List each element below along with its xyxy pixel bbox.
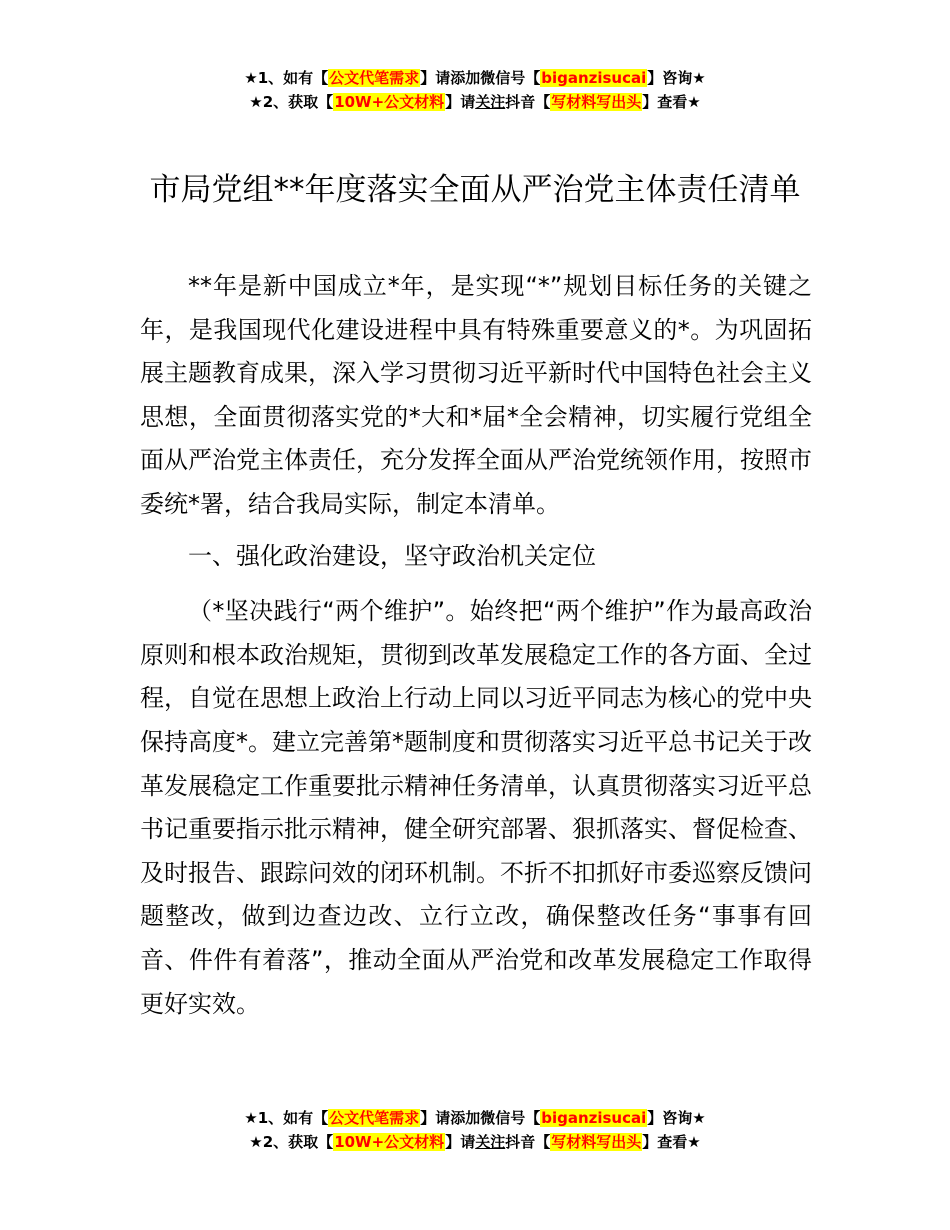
promo-line-2-mid2: 抖音【 [505, 93, 551, 111]
promo-line-2-prefix: ★2、获取【 [249, 1133, 334, 1151]
promo-line-2-prefix: ★2、获取【 [249, 93, 334, 111]
promo-materials-highlight: 10W+公文材料 [334, 93, 445, 111]
promo-line-2-mid: 】请 [445, 93, 476, 111]
section-heading-1: 一、强化政治建设，坚守政治机关定位 [188, 541, 596, 570]
promo-line-1-mid: 】请添加微信号【 [420, 1109, 541, 1127]
promo-line-1-mid: 】请添加微信号【 [420, 69, 541, 87]
promo-wechat-id: biganzisucai [541, 69, 647, 87]
promo-line-2 [0, 90, 950, 114]
promo-line-2-suffix: 】查看★ [642, 1133, 701, 1151]
document-title: 市局党组**年度落实全面从严治党主体责任清单 [149, 172, 801, 208]
promo-douyin-account: 写材料写出头 [551, 93, 642, 111]
promo-line-1-suffix: 】咨询★ [647, 1109, 706, 1127]
promo-line-2-mid2: 抖音【 [505, 1133, 551, 1151]
section-1-paragraph-1: （*坚决践行“两个维护”。始终把“两个维护”作为最高政治原则和根本政治规矩，贯彻到改革发展稳定工作的各方面、全过程，自觉在思想上政治上行动上同以习近平同志为核心的党中央保持高度*。建立完善第*题制度和贯彻落实习近平总书记关于改革发展稳定工作重要批示精神任务清单，认真贯彻落实习近平总书记重要指示批示精神，健全研究部署、狠抓落实、督促检查、及时报告、跟踪问效的闭环机制。不折不扣抓好市委巡察反馈问题整改，做到边查边改、立行立改，确保整改任务“事事有回音、件件有着落”，推动全面从严治党和改革发展稳定工作取得更好实效。 [140, 597, 812, 1018]
promo-wechat-id: biganzisucai [541, 1109, 647, 1127]
promo-writing-service-highlight: 公文代笔需求 [329, 1109, 420, 1127]
promo-banner-bottom [0, 1106, 950, 1154]
promo-line-1-prefix: ★1、如有【 [244, 69, 329, 87]
promo-follow-underlined: 关注 [475, 93, 506, 111]
promo-line-2-bottom [0, 1130, 950, 1154]
promo-line-2-mid: 】请 [445, 1133, 476, 1151]
promo-line-1-prefix: ★1、如有【 [244, 1109, 329, 1127]
document-body [140, 265, 812, 1034]
intro-paragraph: **年是新中国成立*年，是实现“*”规划目标任务的关键之年，是我国现代化建设进程中具有特殊重要意义的*。为巩固拓展主题教育成果，深入学习贯彻习近平新时代中国特色社会主义思想，全面贯彻落实党的*大和*届*全会精神，切实履行党组全面从严治党主体责任，充分发挥全面从严治党统领作用，按照市委统*署，结合我局实际，制定本清单。 [140, 272, 812, 518]
promo-line-2-suffix: 】查看★ [642, 93, 701, 111]
promo-follow-underlined: 关注 [475, 1133, 506, 1151]
promo-writing-service-highlight: 公文代笔需求 [329, 69, 420, 87]
promo-banner-top [0, 66, 950, 114]
promo-line-1 [0, 66, 950, 90]
promo-douyin-account: 写材料写出头 [551, 1133, 642, 1151]
promo-materials-highlight: 10W+公文材料 [334, 1133, 445, 1151]
promo-line-1-suffix: 】咨询★ [647, 69, 706, 87]
promo-line-1-bottom [0, 1106, 950, 1130]
